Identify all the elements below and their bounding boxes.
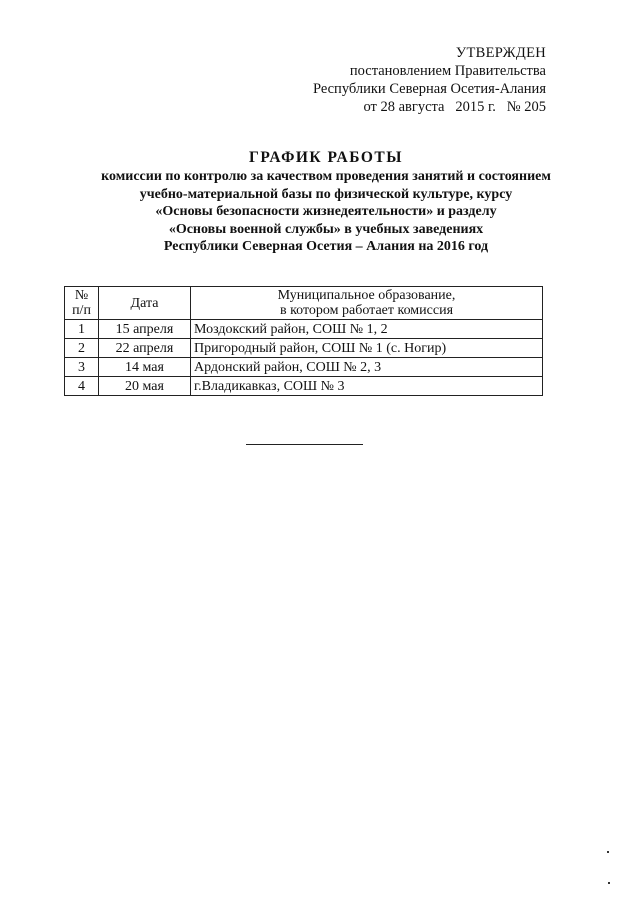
approval-line-3: от 28 августа 2015 г. № 205 — [363, 99, 546, 115]
document-title-block — [60, 148, 592, 256]
scan-artifact — [608, 882, 610, 884]
header-place — [191, 287, 543, 320]
approval-line-1: постановлением Правительства — [349, 63, 546, 79]
header-place-line-1: Муниципальное образование, — [277, 288, 456, 303]
row-place: Пригородный район, СОШ № 1 (с. Ногир) — [191, 339, 543, 358]
row-num: 3 — [65, 358, 99, 377]
schedule-table — [64, 286, 543, 396]
scan-artifact — [607, 851, 609, 853]
header-num — [65, 287, 99, 320]
row-date: 15 апреля — [99, 320, 191, 339]
approval-line-2: Республики Северная Осетия-Алания — [312, 81, 546, 97]
header-date: Дата — [99, 287, 191, 320]
table-row — [65, 377, 543, 396]
row-place: Моздокский район, СОШ № 1, 2 — [191, 320, 543, 339]
row-place: г.Владикавказ, СОШ № 3 — [191, 377, 543, 396]
subtitle-line: Республики Северная Осетия – Алания на 2016 год — [163, 239, 489, 254]
table-header-row — [65, 287, 543, 320]
document-title: ГРАФИК РАБОТЫ — [249, 149, 403, 166]
header-num-line-1: № — [74, 288, 89, 303]
subtitle-line: учебно-материальной базы по физической культуре, курсу — [139, 186, 513, 202]
header-num-line-2: п/п — [72, 303, 91, 318]
end-separator-line — [246, 444, 363, 445]
subtitle-line: комиссии по контролю за качеством проведения занятий и состоянием — [101, 169, 551, 184]
subtitle-line: «Основы военной службы» в учебных заведениях — [168, 221, 484, 237]
row-num: 4 — [65, 377, 99, 396]
row-date: 22 апреля — [99, 339, 191, 358]
subtitle-line: «Основы безопасности жизнедеятельности» и разделу — [155, 204, 497, 219]
row-date: 14 мая — [99, 358, 191, 377]
row-place: Ардонский район, СОШ № 2, 3 — [191, 358, 543, 377]
row-num: 1 — [65, 320, 99, 339]
row-date: 20 мая — [99, 377, 191, 396]
approval-block — [313, 44, 546, 116]
table-row — [65, 358, 543, 377]
table-row — [65, 339, 543, 358]
table-row — [65, 320, 543, 339]
approval-stamp: УТВЕРЖДЕН — [455, 45, 546, 61]
row-num: 2 — [65, 339, 99, 358]
header-place-line-2: в котором работает комиссия — [279, 303, 454, 318]
